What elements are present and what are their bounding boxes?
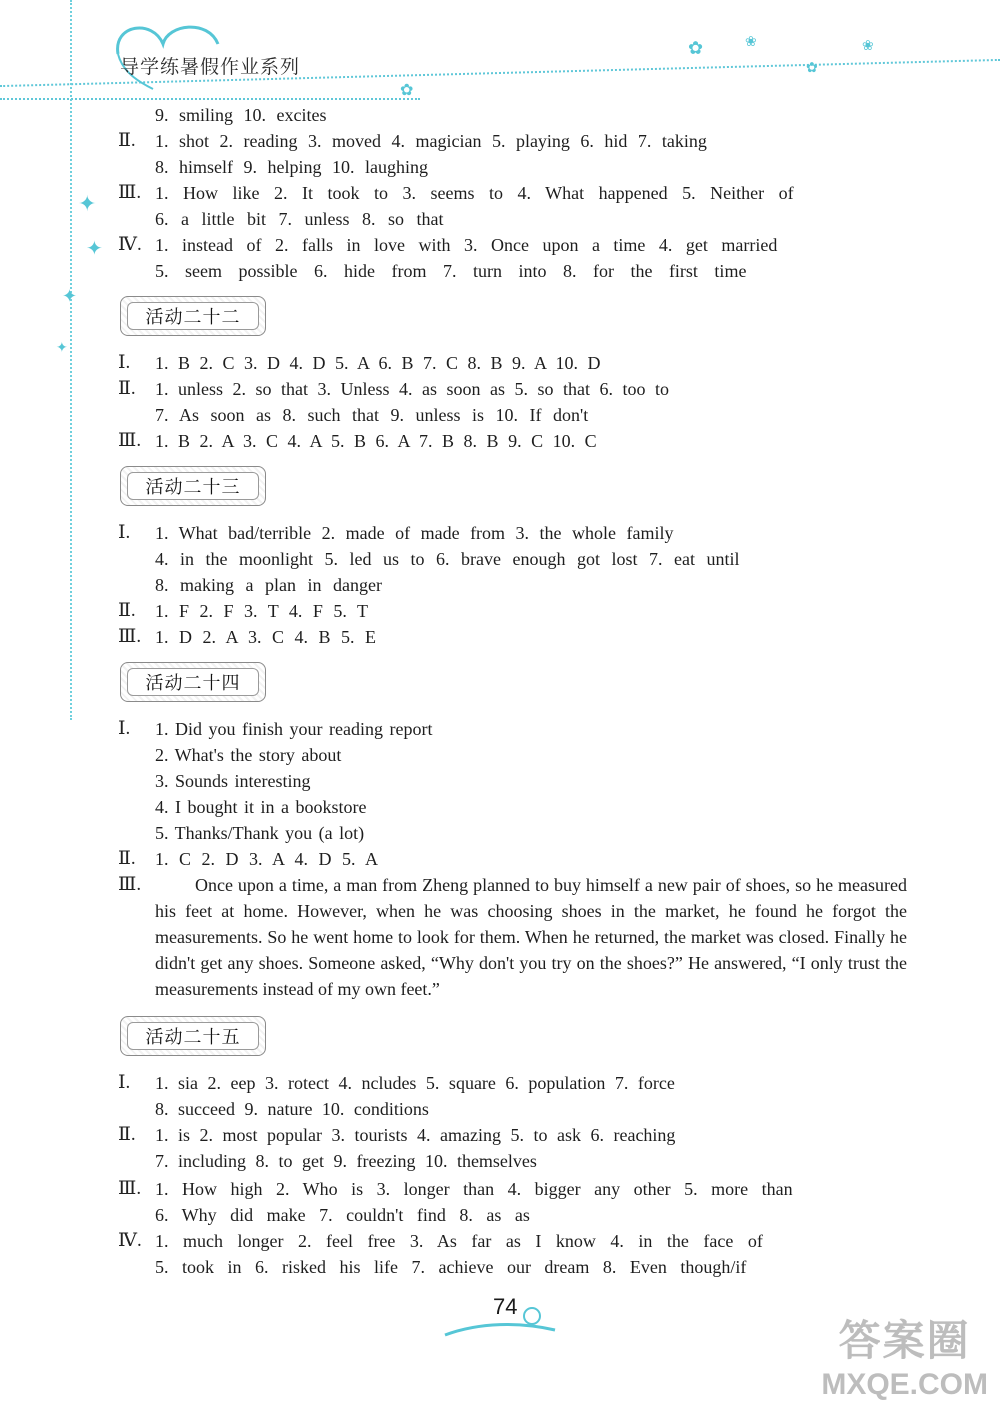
watermark-url: MXQE.COM [821,1368,988,1401]
answer-line: 2. What's the story about [155,745,342,765]
section-header [120,662,266,702]
answer-line: 1. B 2. A 3. C 4. A 5. B 6. A 7. B 8. B 9. C 10. C [155,431,597,451]
answer-line: 1. much longer 2. feel free 3. As far as I know 4. in the face of [155,1231,763,1251]
margin-dotted-line [70,0,72,720]
roman-numeral: Ⅲ. [118,1178,142,1199]
flower-icon: ❀ [862,38,874,54]
flower-icon: ✿ [806,60,818,76]
roman-numeral: Ⅱ. [118,378,136,399]
section-header [120,466,266,506]
star-icon: ✦ [56,340,68,356]
answer-line: 5. took in 6. risked his life 7. achieve our dream 8. Even though/if [155,1257,747,1277]
watermark-logo-text: 答案圈 [838,1316,971,1365]
answer-line: 7. As soon as 8. such that 9. unless is 10. If don't [155,405,589,425]
roman-numeral: Ⅱ. [118,600,136,621]
answer-line: 1. shot 2. reading 3. moved 4. magician 5. playing 6. hid 7. taking [155,131,707,151]
roman-numeral: Ⅱ. [118,1124,136,1145]
answer-line: 3. Sounds interesting [155,771,311,791]
answer-line: 1. instead of 2. falls in love with 3. Once upon a time 4. get married [155,235,778,255]
section-title: 活动二十四 [145,673,241,694]
roman-numeral: Ⅰ. [118,522,131,543]
roman-numeral: Ⅲ. [118,874,142,895]
page-number: 74 [493,1294,518,1319]
answer-line: 1. B 2. C 3. D 4. D 5. A 6. B 7. C 8. B 9. A 10. D [155,353,601,373]
section-title: 活动二十二 [145,307,241,328]
roman-numeral: Ⅱ. [118,848,136,869]
answer-line: 8. succeed 9. nature 10. conditions [155,1099,429,1119]
roman-numeral: Ⅰ. [118,718,131,739]
flower-icon: ✿ [688,38,704,59]
star-icon: ✦ [78,192,97,217]
header-dotted-line-2 [0,98,420,100]
roman-numeral: Ⅲ. [118,626,142,647]
flower-icon: ❀ [745,34,757,50]
roman-numeral: Ⅳ. [118,234,142,255]
answer-line: 1. How like 2. It took to 3. seems to 4. What happened 5. Neither of [155,183,794,203]
roman-numeral: Ⅲ. [118,182,142,203]
section-title: 活动二十三 [145,477,241,498]
answer-line: 6. Why did make 7. couldn't find 8. as as [155,1205,530,1225]
star-icon: ✦ [62,286,78,307]
answer-line: 1. D 2. A 3. C 4. B 5. E [155,627,377,647]
answer-line: 1. C 2. D 3. A 4. D 5. A [155,849,379,869]
roman-numeral: Ⅰ. [118,352,131,373]
answer-line: 8. making a plan in danger [155,575,382,595]
answer-line: 4. in the moonlight 5. led us to 6. brave enough got lost 7. eat until [155,549,740,569]
answer-line: 1. F 2. F 3. T 4. F 5. T [155,601,369,621]
section-header [120,1016,266,1056]
answer-line: 1. How high 2. Who is 3. longer than 4. bigger any other 5. more than [155,1179,793,1199]
answer-line: 1. What bad/terrible 2. made of made from 3. the whole family [155,523,674,543]
star-icon: ✦ [86,236,103,260]
answer-line: 1. unless 2. so that 3. Unless 4. as soon as 5. so that 6. too to [155,379,669,399]
answer-line: 1. sia 2. eep 3. rotect 4. ncludes 5. square 6. population 7. force [155,1073,675,1093]
answer-line: 5. Thanks/Thank you (a lot) [155,823,365,843]
answer-line: 7. including 8. to get 9. freezing 10. themselves [155,1151,537,1171]
answer-line: 9. smiling 10. excites [155,105,327,125]
series-title: 导学练暑假作业系列 [120,56,301,78]
answer-line: 8. himself 9. helping 10. laughing [155,157,428,177]
answer-line: 1. Did you finish your reading report [155,719,433,739]
answer-line: 4. I bought it in a bookstore [155,797,367,817]
answer-line: 5. seem possible 6. hide from 7. turn into 8. for the first time [155,261,747,281]
answer-line: 6. a little bit 7. unless 8. so that [155,209,444,229]
roman-numeral: Ⅳ. [118,1230,142,1251]
roman-numeral: Ⅰ. [118,1072,131,1093]
story-paragraph: Once upon a time, a man from Zheng planned to buy himself a new pair of shoes, so he measured his feet at home. However, when he was choosing shoes in the market, he found he forgot the measurements. So he went home to look for them. When he returned, the market was closed. Finally he didn't get any shoes. Someone asked, “Why don't you try on the shoes?” He answered, “I only trust the measurements instead of my own feet.” [155,875,907,999]
roman-numeral: Ⅲ. [118,430,142,451]
flower-icon: ✿ [400,80,414,99]
answer-line: 1. is 2. most popular 3. tourists 4. amazing 5. to ask 6. reaching [155,1125,676,1145]
section-header [120,296,266,336]
watermark [821,1308,988,1402]
section-title: 活动二十五 [145,1027,241,1048]
roman-numeral: Ⅱ. [118,130,136,151]
